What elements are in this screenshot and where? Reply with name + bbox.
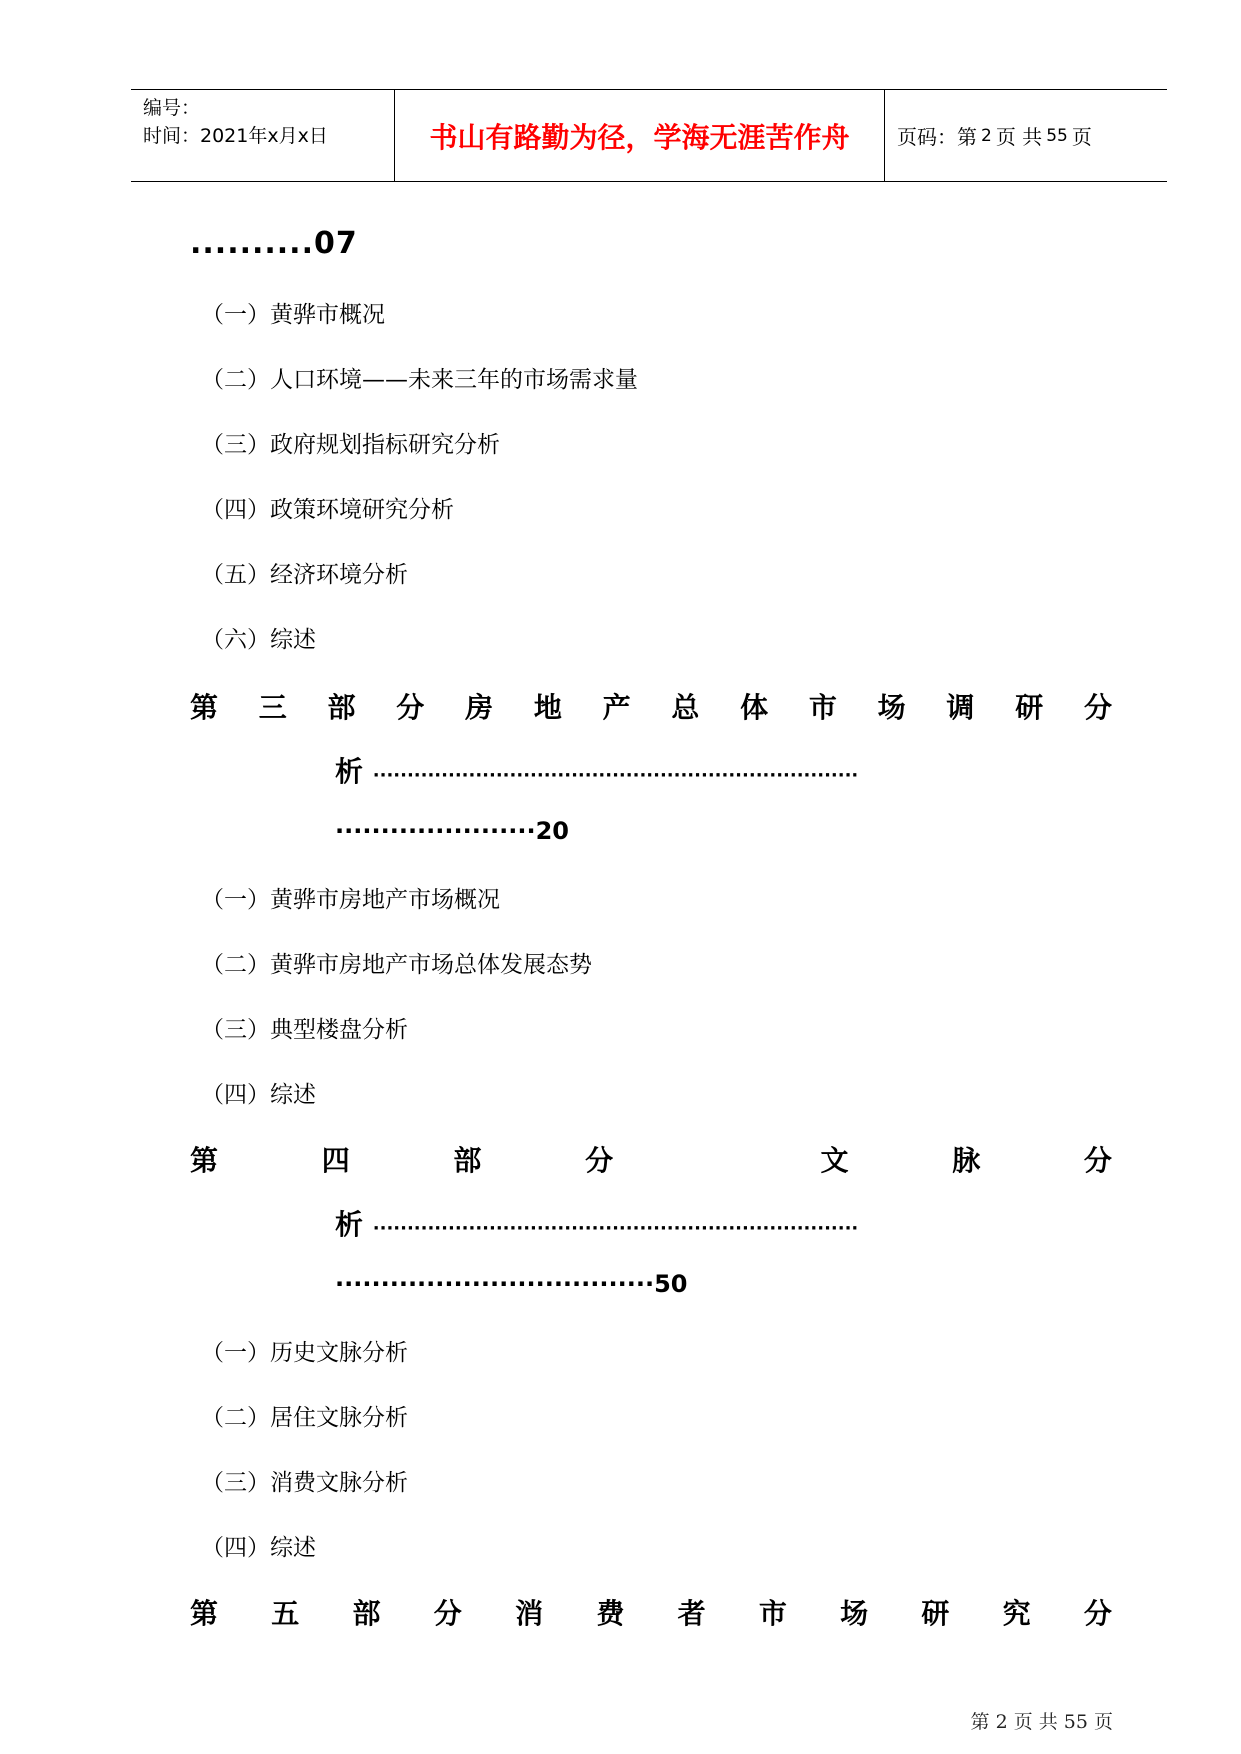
title-char: 部 [327, 691, 356, 724]
toc-item: （三）典型楼盘分析 [201, 1017, 408, 1043]
toc-item: （四）综述 [201, 1535, 316, 1561]
title-char: 分 [1083, 691, 1112, 724]
cont-char: 析 [335, 755, 364, 788]
title-char: 分 [1083, 1597, 1112, 1630]
toc-item: （一）历史文脉分析 [201, 1340, 408, 1366]
toc-item: （四）政策环境研究分析 [201, 497, 454, 523]
title-char: 地 [533, 691, 562, 724]
motto-text: 书山有路勤为径，学海无涯苦作舟 [429, 120, 850, 154]
title-char: 总 [671, 691, 700, 724]
title-char: 三 [258, 691, 287, 724]
cont-char: 析 [335, 1208, 364, 1241]
title-char: 研 [1015, 691, 1044, 724]
title-char: 分 [585, 1144, 614, 1177]
title-char: 场 [877, 691, 906, 724]
toc-continued-entry: ..........07 [190, 226, 358, 261]
toc-item: （二）人口环境——未来三年的市场需求量 [201, 367, 638, 393]
title-char: 者 [677, 1597, 706, 1630]
title-char: 分 [433, 1597, 462, 1630]
page-suffix: 页 [1071, 125, 1092, 149]
title-char: 五 [271, 1597, 300, 1630]
title-char: 消 [515, 1597, 544, 1630]
title-char: 究 [1002, 1597, 1031, 1630]
toc-item: （一）黄骅市房地产市场概况 [201, 887, 500, 913]
page-prefix: 页码：第 [897, 125, 977, 149]
toc-leader-dots: ······································································· [372, 1218, 859, 1239]
title-char: 产 [602, 691, 631, 724]
title-char: 房 [465, 691, 494, 724]
title-char: 文 [820, 1144, 849, 1177]
number-label: 编号： [143, 97, 201, 119]
time-label: 时间：2021年x月x日 [143, 125, 328, 147]
title-char: 分 [1083, 1144, 1112, 1177]
toc-item: （六）综述 [201, 627, 316, 653]
header-page-info [885, 90, 1167, 181]
title-char: 第 [190, 1597, 219, 1630]
toc-page-ref: ···································50 [335, 1270, 688, 1298]
toc-part-4-cont [335, 1203, 858, 1243]
title-char: 脉 [952, 1144, 981, 1177]
toc-page-ref: ······················20 [335, 817, 569, 845]
toc-leader-dots: ······································································· [372, 765, 859, 786]
title-char: 场 [840, 1597, 869, 1630]
toc-item: （三）消费文脉分析 [201, 1470, 408, 1496]
title-char: 市 [758, 1597, 787, 1630]
toc-item: （四）综述 [201, 1082, 316, 1108]
toc-item: （二）黄骅市房地产市场总体发展态势 [201, 952, 592, 978]
title-char: 第 [190, 1144, 219, 1177]
toc-part-5-title [190, 1592, 1112, 1632]
page-mid: 页 共 [995, 125, 1043, 149]
toc-item: （三）政府规划指标研究分析 [201, 432, 500, 458]
title-char: 部 [453, 1144, 482, 1177]
toc-part-4-page [335, 1266, 688, 1299]
header-info [131, 90, 395, 181]
toc-item: （一）黄骅市概况 [201, 302, 385, 328]
toc-part-3-title [190, 686, 1112, 726]
page-header [131, 89, 1167, 182]
title-char: 费 [596, 1597, 625, 1630]
toc-part-3-cont [335, 750, 858, 790]
title-char: 四 [321, 1144, 350, 1177]
title-char: 市 [808, 691, 837, 724]
page-number: 2 [981, 125, 992, 146]
toc-part-3-page [335, 813, 569, 846]
title-char: 调 [946, 691, 975, 724]
page-footer: 第 2 页 共 55 页 [970, 1711, 1113, 1733]
title-char: 分 [396, 691, 425, 724]
toc-part-4-title [190, 1139, 1112, 1179]
title-char: 第 [190, 691, 219, 724]
title-char: 部 [352, 1597, 381, 1630]
title-char: 研 [921, 1597, 950, 1630]
toc-item: （五）经济环境分析 [201, 562, 408, 588]
page-total: 55 [1046, 125, 1068, 146]
toc-item: （二）居住文脉分析 [201, 1405, 408, 1431]
header-motto-cell [395, 90, 885, 181]
title-char: 体 [740, 691, 769, 724]
